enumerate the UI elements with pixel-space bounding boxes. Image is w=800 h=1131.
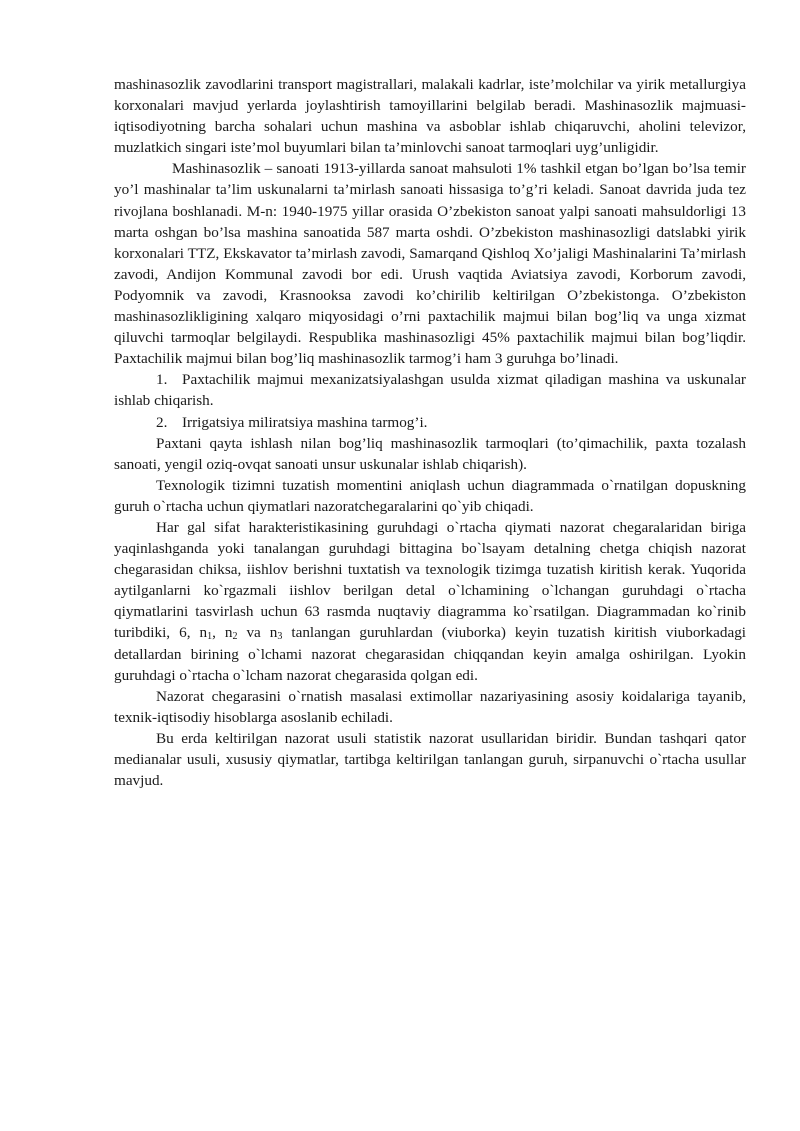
paragraph-5-text-a: Har gal sifat harakteristikasining guruhdagi o`rtacha qiymati nazorat chegaralaridan biriga yaqinlashganda yoki tanalangan guruhdagi bittagina bo`lsayam detalning chetga chiqish nazorat chegarasidan chiksa, iishlov berishni tuxtatish va texnologik tizimga tuzatish kiritish kerak. Yuqorida aytilganlarni ko`rgazmali iishlov berilgan detal o`lchamining o`lchangan guruhdagi o`rtacha qiymatlarini tasvirlash uchun 63 rasmda nuqtaviy diagramma ko`rsatilgan. Diagrammadan ko`rinib turibdiki, 6, n xyxy=(114,518,746,642)
paragraph-5 xyxy=(114,517,746,686)
list-item xyxy=(114,369,746,411)
paragraph-5-text-c: va n xyxy=(237,624,278,642)
paragraph-2: Mashinasozlik – sanoati 1913-yillarda sanoat mahsuloti 1% tashkil etgan bo’lgan bo’lsa temir yo’l mashinalar ta’lim uskunalarni ta’mirlash sanoati hissasiga to’g’ri keladi. Sanoat davrida juda tez rivojlana boshlanadi. M-n: 1940-1975 yillar orasida O’zbekiston sanoat yalpi sanoati mahsuldorligi 13 marta oshgan bo’lsa mashina sanoatida 587 marta oshdi. O’zbekiston mashinasozligi datslabki yirik korxonalari TTZ, Ekskavator ta’mirlash zavodi, Samarqand Qishloq Xo’jaligi Mashinalarini Ta’mirlash zavodi, Andijon Kommunal zavodi bor edi. Urush vaqtida Aviatsiya zavodi, Korborum zavodi, Podyomnik va zavodi, Krasnooksa zavodi ko’chirilib keltirilgan O’zbekistonga. O’zbekiston mashinasozlikligining xalqaro miqyosidagi o’rni paxtachilik majmui bilan bog’liq va unga xizmat qiluvchi tarmoqlar belgilaydi. Respublika mashinasozligi 45% paxtachilik majmui bilan bog’liqdir. Paxtachilik majmui bilan bog’liq mashinasozlik tarmog’i ham 3 guruhga bo’linadi. xyxy=(114,160,746,368)
paragraph-3: Paxtani qayta ishlash nilan bog’liq mashinasozlik tarmoqlari (to’qimachilik, paxta tozalash sanoati, yengil oziq-ovqat sanoati unsur uskunalar ishlab chiqarish). xyxy=(114,434,746,473)
paragraph-1: mashinasozlik zavodlarini transport magistrallari, malakali kadrlar, iste’molchilar va yirik metallurgiya korxonalari mavjud yerlarda joylashtirish tamoyillarini belgilab beradi. Mashinasozlik majmuasi- iqtisodiyotning barcha sohalari uchun mashina va asboblar ishlab chiqaruvchi, aholini televizor, muzlatkich singari iste’mol buyumlari bilan ta’minlovchi sanoat tarmoqlari uyg’unligidir. xyxy=(114,76,746,157)
list-item-text: Paxtachilik majmui mexanizatsiyalashgan usulda xizmat qiladigan mashina va uskunalar ishlab chiqarish. xyxy=(114,371,746,410)
paragraph-7: Bu erda keltirilgan nazorat usuli statistik nazorat usullaridan biridir. Bundan tashqari qator medianalar usuli, xususiy qiymatlar, tartibga keltirilgan tanlangan guruh, sirpanuvchi o`rtacha usullar mavjud. xyxy=(114,729,746,790)
paragraph-5-text-d: tanlangan guruhlardan (viuborka) keyin tuzatish kiritish viuborkadagi detallardan birining o`lchami nazorat chegarasidan chiqqandan keyin amalga oshirilgan. Lyokin guruhdagi o`rtacha o`lcham nazorat chegarasida qolgan edi. xyxy=(114,624,747,684)
subscript-3: 3 xyxy=(277,631,283,643)
paragraph-6: Nazorat chegarasini o`rnatish masalasi extimollar nazariyasining asosiy koidalariga tayanib, texnik-iqtisodiy hisoblarga asoslanib echiladi. xyxy=(114,687,746,726)
paragraph-5-text-b: , n xyxy=(212,624,233,642)
list-number: 1. xyxy=(156,371,168,389)
document-page xyxy=(114,74,746,791)
subscript-2: 2 xyxy=(232,631,238,643)
list-item-text: Irrigatsiya miliratsiya mashina tarmog’i. xyxy=(182,413,428,431)
subscript-1: 1 xyxy=(207,631,213,643)
list-number: 2. xyxy=(156,413,168,431)
list-item xyxy=(114,412,746,433)
paragraph-4: Texnologik tizimni tuzatish momentini aniqlash uchun diagrammada o`rnatilgan dopuskning guruh o`rtacha uchun qiymatlari nazoratchegaralarini qo`yib chiqadi. xyxy=(114,476,746,515)
